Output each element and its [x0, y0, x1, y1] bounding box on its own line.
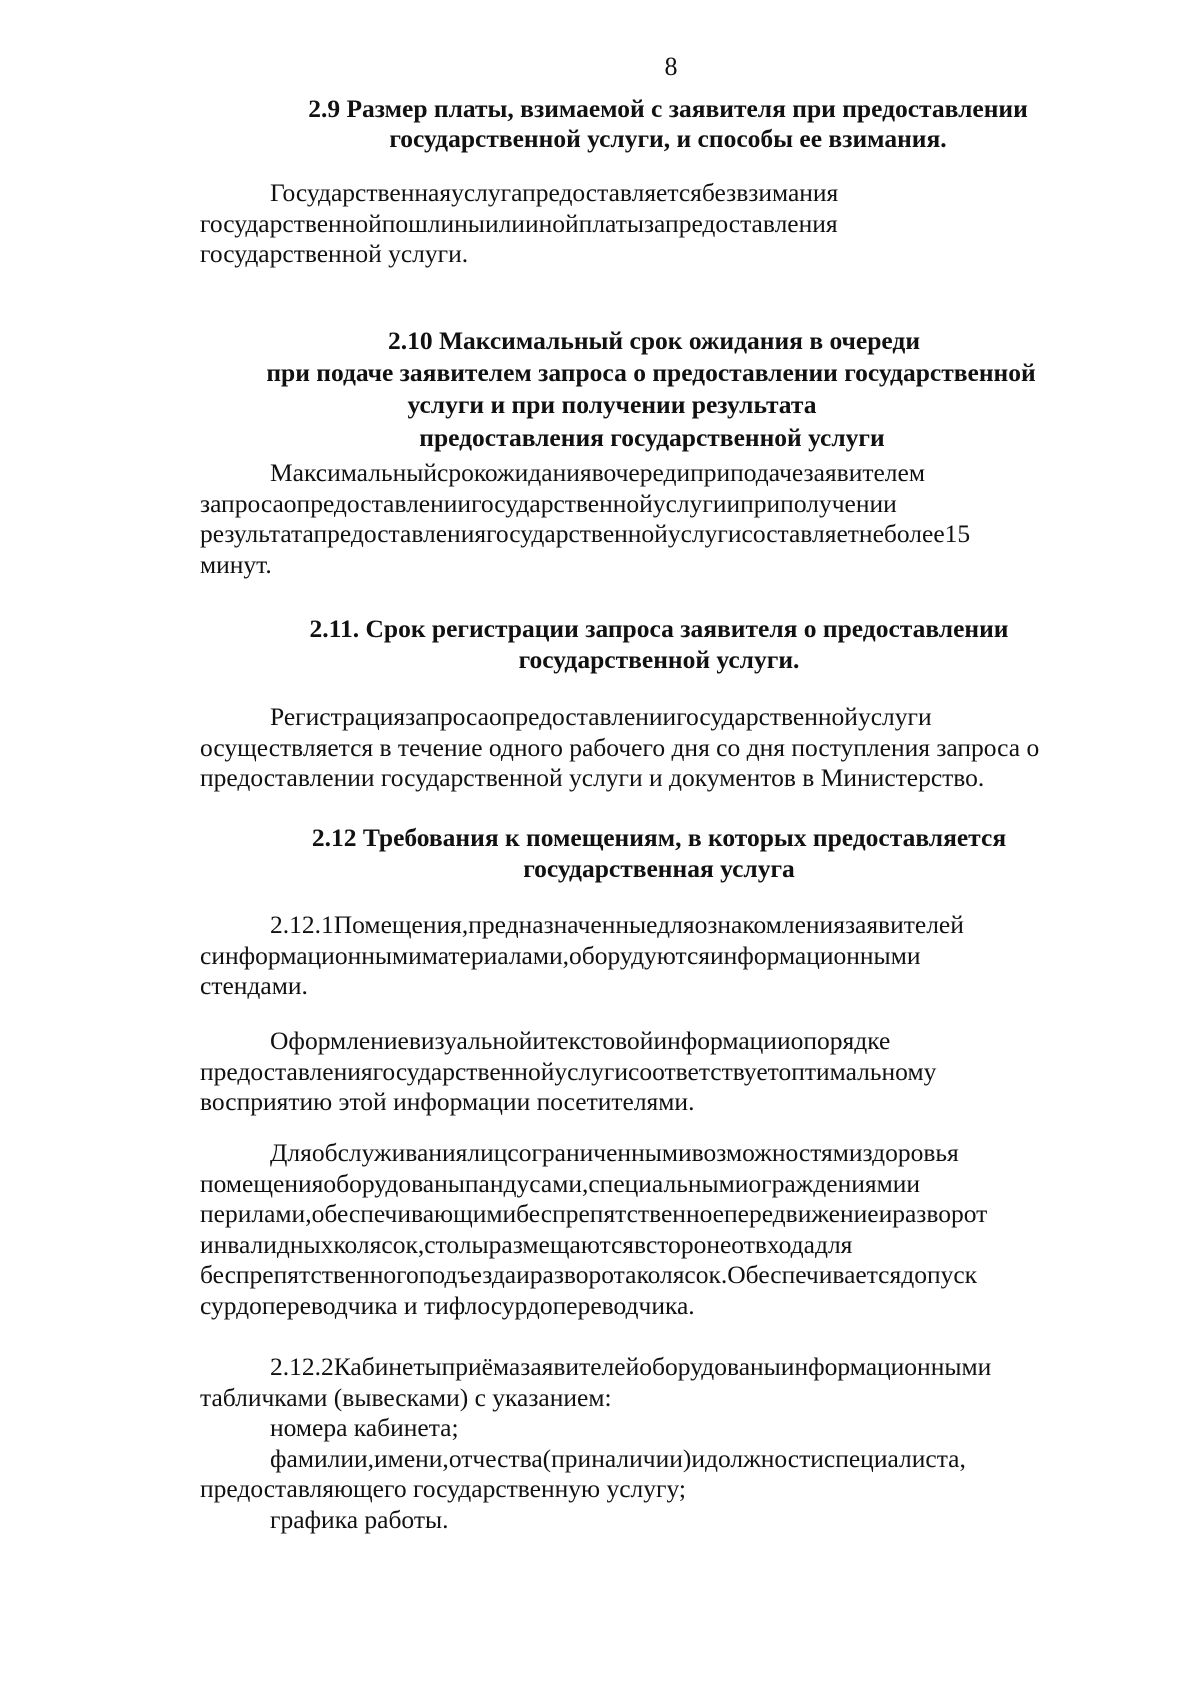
- word: информационными: [211, 940, 422, 970]
- word: 15: [944, 519, 971, 548]
- word: предоставлении: [296, 488, 472, 518]
- word: платы: [578, 208, 644, 238]
- word: услуги: [857, 702, 932, 731]
- word: о: [488, 702, 502, 731]
- word: здоровья: [862, 1138, 959, 1167]
- word: в: [591, 458, 604, 487]
- word: возможностями: [691, 1138, 863, 1167]
- word: ограниченными: [518, 1138, 692, 1167]
- word: иной: [524, 208, 579, 238]
- word: размещаются: [488, 1229, 635, 1259]
- word: получении: [780, 488, 897, 518]
- word: Обеспечивается: [727, 1260, 902, 1289]
- list-item: номера кабинета;: [270, 1413, 459, 1442]
- word: ограждениями: [748, 1168, 907, 1198]
- paragraph-line: государственной услуги.: [200, 239, 469, 268]
- word: и: [532, 1026, 547, 1055]
- word: приёма: [441, 1352, 521, 1381]
- word: материалами,: [421, 940, 570, 970]
- word: разворота: [529, 1260, 637, 1289]
- word: взимания: [736, 178, 839, 207]
- word: и: [726, 488, 741, 518]
- word: при: [690, 458, 731, 487]
- word: текстовой: [546, 1026, 654, 1055]
- paragraph-line: сурдопереводчика и тифлосурдопереводчика.: [200, 1290, 695, 1320]
- word: должности: [705, 1443, 824, 1473]
- visual-info-paragraph: [200, 1026, 1145, 1118]
- justified-line: [200, 1444, 1145, 1475]
- section-2-10-heading-line-1: 2.10 Максимальный срок ожидания в очереди: [387, 326, 921, 355]
- word: государственной: [372, 1056, 555, 1086]
- word: порядке: [803, 1026, 891, 1055]
- word: отчества: [448, 1443, 543, 1473]
- justified-line: [200, 489, 1145, 520]
- word: для: [814, 1229, 853, 1259]
- word: колясок,: [333, 1229, 425, 1259]
- justified-line: [200, 458, 1145, 489]
- justified-line: [200, 941, 1145, 972]
- word: с: [200, 940, 212, 970]
- word: подъезда: [418, 1260, 517, 1289]
- word: пошлины: [381, 208, 485, 238]
- word: обеспечивающими: [311, 1199, 517, 1228]
- section-2-9-paragraph: [200, 178, 1145, 270]
- word: предоставляется: [522, 178, 702, 207]
- word: стороне: [645, 1229, 732, 1259]
- word: услуги: [652, 488, 727, 518]
- word: помещения: [200, 1168, 324, 1198]
- justified-line: [200, 702, 1145, 733]
- paragraph-line: табличками (вывесками) с указанием:: [200, 1382, 612, 1412]
- word: информационными: [780, 1352, 992, 1381]
- word: результата: [200, 519, 314, 548]
- justified-line: [200, 1169, 1145, 1200]
- paragraph-line: минут.: [200, 549, 272, 579]
- section-2-11-heading-line-1: 2.11. Срок регистрации запроса заявителя о предоставлении: [309, 614, 1009, 643]
- justified-line: [200, 1260, 1145, 1291]
- justified-line: [200, 519, 1145, 550]
- word: услуга: [451, 178, 523, 207]
- word: о: [790, 1026, 804, 1055]
- word: столы: [424, 1229, 489, 1259]
- page-number: 8: [664, 52, 678, 81]
- word: (при: [542, 1443, 592, 1473]
- word: информации: [653, 1026, 791, 1055]
- word: информационными: [710, 940, 921, 970]
- word: Регистрация: [270, 702, 406, 731]
- word: оборудованы: [323, 1168, 465, 1198]
- word: и: [516, 1260, 530, 1289]
- word: ожидания: [484, 458, 592, 487]
- accessibility-paragraph: [200, 1138, 1145, 1321]
- word: в: [634, 1229, 646, 1259]
- word: наличии): [591, 1443, 692, 1473]
- word: имени,: [374, 1443, 449, 1473]
- word: предоставления: [313, 519, 487, 548]
- word: перилами,: [200, 1199, 312, 1228]
- word: государственной: [200, 208, 382, 238]
- word: государственной: [471, 488, 653, 518]
- justified-line: [200, 1199, 1145, 1230]
- word: лиц: [467, 1138, 508, 1167]
- justified-line: [200, 1230, 1145, 1261]
- justified-line: [200, 1138, 1145, 1169]
- word: предоставлении: [501, 702, 677, 731]
- justified-line: [200, 910, 1145, 941]
- justified-line: [200, 209, 1145, 240]
- word: подаче: [730, 458, 804, 487]
- section-2-9-heading-line-1: 2.9 Размер платы, взимаемой с заявителя при предоставлении: [308, 94, 1028, 123]
- word: Оформление: [270, 1026, 409, 1055]
- word: Помещения,: [333, 910, 469, 939]
- word: без: [701, 178, 737, 207]
- word: составляет: [741, 519, 859, 548]
- word: о: [283, 488, 297, 518]
- word: Кабинеты: [333, 1352, 442, 1381]
- word: запроса: [200, 488, 284, 518]
- paragraph-line: предоставлении государственной услуги и документов в Министерство.: [200, 763, 985, 792]
- word: Максимальный: [270, 458, 437, 487]
- word: запроса: [405, 702, 489, 731]
- word: заявителем: [803, 458, 925, 487]
- word: услуги: [554, 1056, 629, 1086]
- word: государственной: [676, 702, 858, 731]
- section-2-11-heading-line-2: государственной услуги.: [518, 645, 800, 674]
- word: визуальной: [408, 1026, 533, 1055]
- word: оборудуются: [569, 940, 711, 970]
- word: ознакомления: [694, 910, 845, 939]
- word: оптимальному: [778, 1056, 937, 1086]
- section-2-10-paragraph: [200, 458, 1145, 580]
- word: и: [878, 1199, 893, 1228]
- word: входа: [754, 1229, 815, 1259]
- word: беспрепятственного: [200, 1260, 419, 1289]
- word: оборудованы: [639, 1352, 781, 1381]
- section-2-10-heading-line-2: при подаче заявителем запроса о предоставлении государственной: [266, 358, 1036, 387]
- word: для: [657, 910, 695, 939]
- word: соответствует: [628, 1056, 779, 1086]
- word: предназначенные: [468, 910, 658, 939]
- word: фамилии,: [270, 1443, 375, 1473]
- word: услуги: [667, 519, 742, 548]
- paragraph-line: восприятию этой информации посетителями.: [200, 1087, 695, 1116]
- word: пандусами,: [464, 1168, 589, 1198]
- word: и: [691, 1443, 706, 1473]
- word: Государственная: [270, 178, 452, 207]
- word: разворот: [892, 1199, 988, 1228]
- paragraph-line: предоставляющего государственную услугу;: [200, 1474, 686, 1503]
- word: или: [484, 208, 525, 238]
- section-2-12-2-paragraph: [200, 1352, 1145, 1535]
- list-item: графика работы.: [270, 1504, 449, 1534]
- paragraph-line: осуществляется в течение одного рабочего дня со дня поступления запроса о: [200, 732, 1040, 762]
- justified-line: [200, 1352, 1145, 1383]
- word: обслуживания: [311, 1138, 468, 1167]
- word: при: [740, 488, 781, 518]
- word: государственной: [486, 519, 668, 548]
- word: допуск: [901, 1260, 978, 1289]
- word: предоставления: [200, 1056, 373, 1086]
- word: заявителей: [520, 1352, 640, 1381]
- word: очереди: [603, 458, 691, 487]
- word: Для: [270, 1138, 312, 1167]
- paragraph-line: стендами.: [200, 971, 308, 1000]
- word: инвалидных: [200, 1229, 334, 1259]
- section-2-12-heading-line-2: государственная услуга: [523, 854, 795, 883]
- word: колясок.: [636, 1260, 728, 1289]
- word: 2.12.2: [270, 1352, 334, 1381]
- justified-line: [200, 1057, 1145, 1088]
- section-2-12-1-paragraph: [200, 910, 1145, 1002]
- section-2-10-heading-line-4: предоставления государственной услуги: [419, 423, 885, 452]
- word: более: [883, 519, 945, 548]
- justified-line: [200, 178, 1145, 209]
- word: не: [858, 519, 884, 548]
- section-2-11-paragraph: [200, 702, 1145, 794]
- word: с: [507, 1138, 519, 1167]
- word: беспрепятственное: [516, 1199, 724, 1228]
- word: специалиста,: [823, 1443, 966, 1473]
- word: от: [731, 1229, 755, 1259]
- section-2-10-heading-line-3: услуги и при получении результата: [407, 390, 817, 419]
- section-2-12-heading-line-1: 2.12 Требования к помещениям, в которых предоставляется: [311, 823, 1007, 852]
- word: 2.12.1: [270, 910, 334, 939]
- word: и: [906, 1168, 921, 1198]
- word: заявителей: [844, 910, 964, 939]
- word: предоставления: [665, 208, 838, 238]
- word: за: [643, 208, 666, 238]
- section-2-9-heading-line-2: государственной услуги, и способы ее взимания.: [389, 124, 947, 153]
- word: срок: [437, 458, 485, 487]
- word: специальными: [588, 1168, 749, 1198]
- justified-line: [200, 1026, 1145, 1057]
- word: передвижение: [723, 1199, 879, 1228]
